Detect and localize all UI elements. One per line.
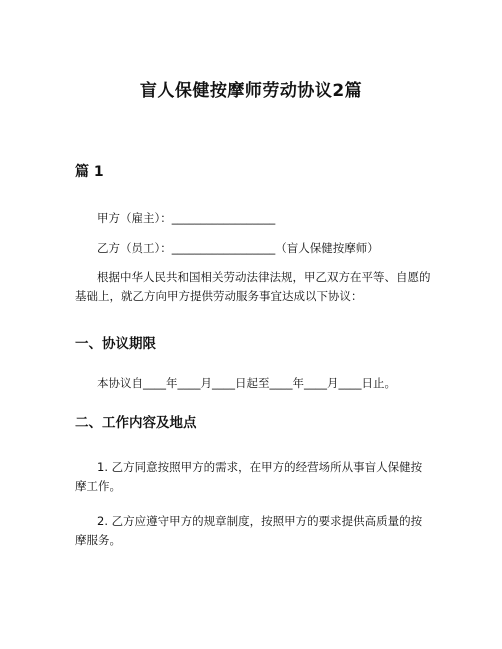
intro-paragraph: 根据中华人民共和国相关劳动法律法规，甲乙双方在平等、自愿的基础上，就乙方向甲方提供劳动服务事宜达成以下协议：: [75, 270, 431, 303]
term-paragraph: 本协议自____年____月____日起至____年____月____日止。: [97, 376, 396, 390]
section-heading-term: 一、协议期限: [75, 336, 156, 352]
part-heading: 篇 1: [75, 164, 104, 180]
party-b-line: 乙方（员工）：__________________（盲人保健按摩师）: [97, 241, 379, 255]
party-a-line: 甲方（雇主）：__________________: [97, 211, 276, 225]
section-heading-work: 二、工作内容及地点: [75, 415, 197, 431]
work-paragraph-1: 1. 乙方同意按照甲方的需求，在甲方的经营场所从事盲人保健按摩工作。: [75, 460, 423, 493]
document-title: 盲人保健按摩师劳动协议2篇: [139, 81, 363, 101]
work-paragraph-2: 2. 乙方应遵守甲方的规章制度，按照甲方的要求提供高质量的按摩服务。: [75, 514, 423, 547]
